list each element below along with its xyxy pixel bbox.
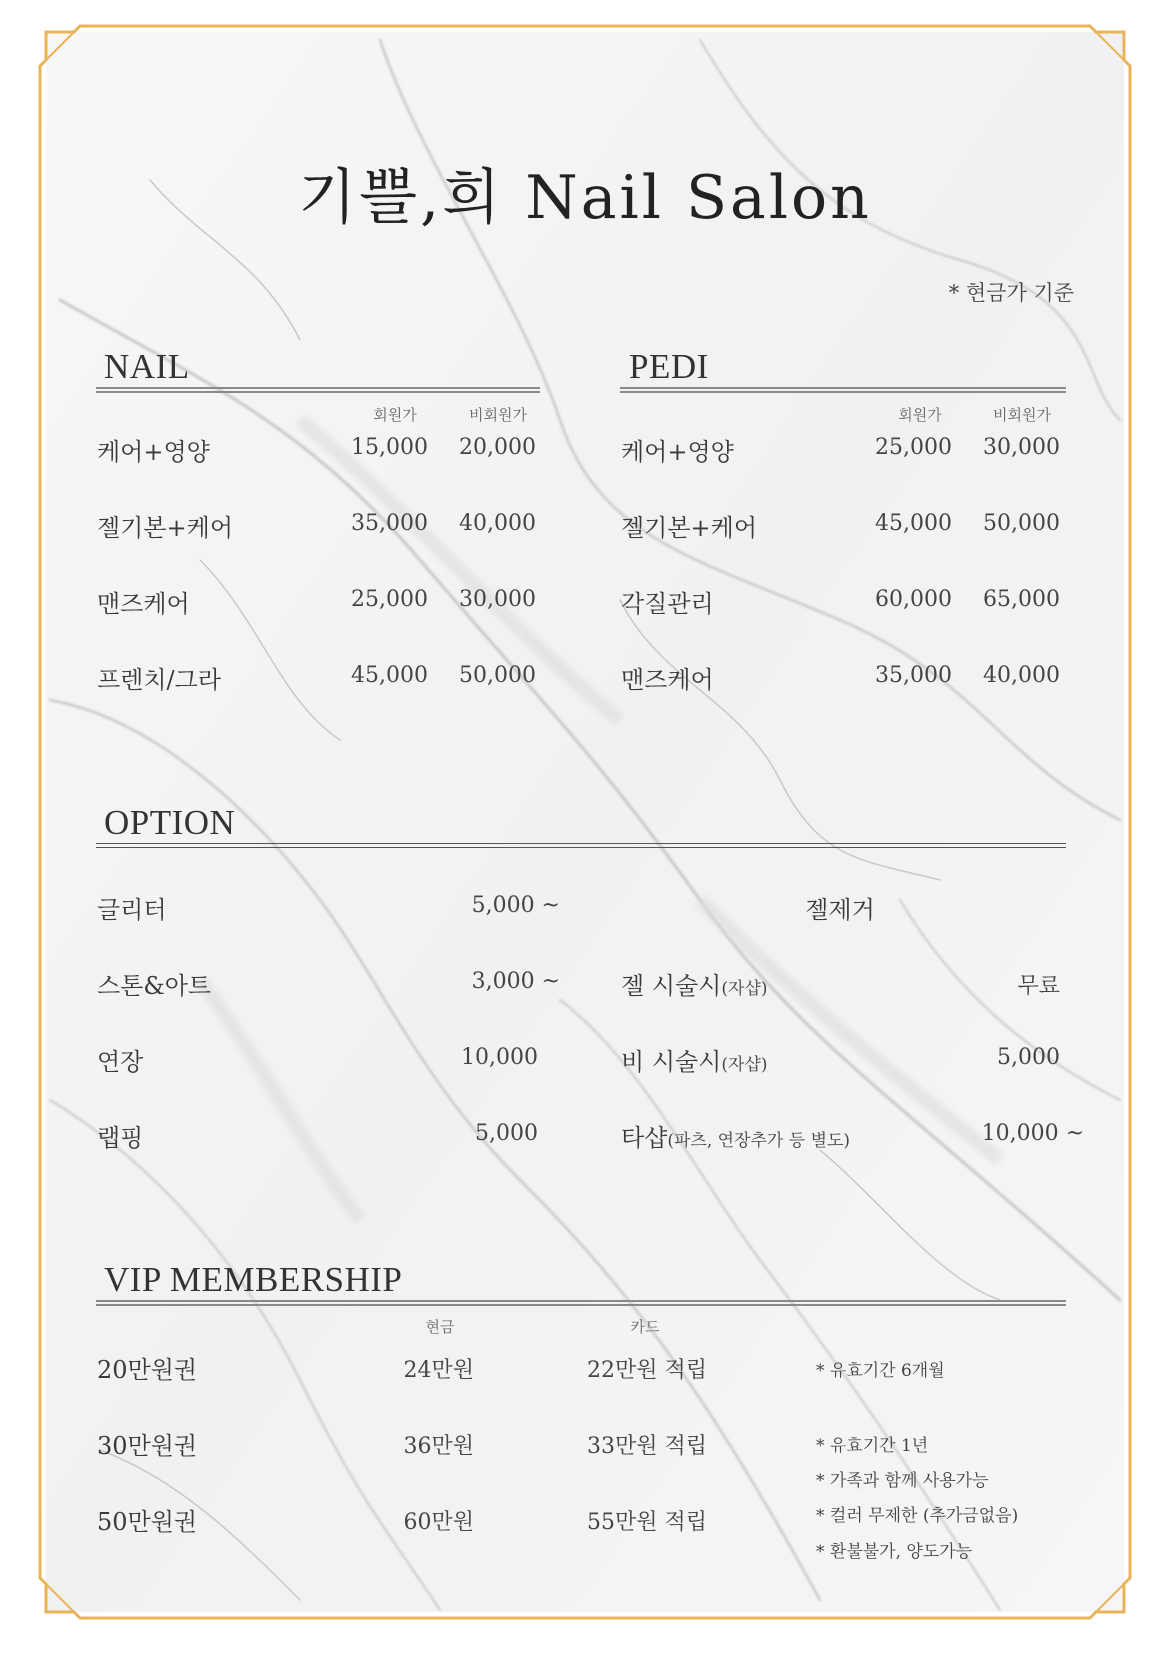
nail-nonmember-header: 비회원가 — [469, 406, 527, 424]
removal-item-price: 5,000 — [997, 1045, 1060, 1070]
vip-heading: VIP MEMBERSHIP — [104, 1260, 403, 1299]
vip-note: * 유효기간 1년 — [816, 1436, 929, 1456]
nail-item-name: 프렌치/그라 — [97, 666, 222, 694]
pedi-item-name: 각질관리 — [621, 590, 714, 618]
option-item-price: 10,000 — [461, 1045, 538, 1070]
option-item-price: 5,000 — [475, 1121, 538, 1146]
removal-item — [621, 966, 767, 1001]
vip-item-name: 20만원권 — [97, 1356, 198, 1384]
nail-item-name: 젤기본+케어 — [97, 514, 234, 542]
removal-item-name: 젤 시술시 — [621, 972, 722, 1000]
nail-item-member-price: 35,000 — [351, 511, 428, 536]
vip-note: * 가족과 함께 사용가능 — [816, 1471, 989, 1491]
removal-item-sub: (파츠, 연장추가 등 별도) — [667, 1131, 851, 1151]
nail-divider — [96, 387, 540, 393]
nail-item-member-price: 45,000 — [351, 663, 428, 688]
removal-item — [621, 1042, 767, 1077]
pedi-item-member-price: 25,000 — [875, 435, 952, 460]
pedi-item-member-price: 35,000 — [875, 663, 952, 688]
pedi-item-nonmember-price: 50,000 — [983, 511, 1060, 536]
pedi-item-nonmember-price: 30,000 — [983, 435, 1060, 460]
vip-item-card: 22만원 적립 — [587, 1358, 707, 1383]
nail-item-nonmember-price: 30,000 — [459, 587, 536, 612]
vip-cash-header: 현금 — [425, 1318, 455, 1336]
option-heading: OPTION — [104, 803, 236, 842]
option-item-name: 랩핑 — [97, 1124, 144, 1152]
option-item-name: 스톤&아트 — [97, 972, 212, 1000]
vip-item-card: 33만원 적립 — [587, 1434, 707, 1459]
nail-item-nonmember-price: 20,000 — [459, 435, 536, 460]
pedi-item-member-price: 45,000 — [875, 511, 952, 536]
nail-member-header: 회원가 — [373, 406, 417, 424]
nail-item-nonmember-price: 50,000 — [459, 663, 536, 688]
nail-heading: NAIL — [104, 347, 190, 386]
nail-item-name: 맨즈케어 — [97, 590, 190, 618]
pedi-nonmember-header: 비회원가 — [993, 406, 1051, 424]
option-item-price: 5,000 ~ — [471, 893, 560, 918]
cash-price-note: * 현금가 기준 — [948, 281, 1074, 305]
removal-item-name: 타샵 — [621, 1124, 668, 1152]
vip-item-name: 50만원권 — [97, 1508, 198, 1536]
nail-item-nonmember-price: 40,000 — [459, 511, 536, 536]
pedi-item-name: 젤기본+케어 — [621, 514, 758, 542]
page-title: 기쁠,희 Nail Salon — [298, 163, 872, 233]
pedi-member-header: 회원가 — [898, 406, 942, 424]
pedi-item-nonmember-price: 65,000 — [983, 587, 1060, 612]
vip-item-card: 55만원 적립 — [587, 1510, 707, 1535]
removal-item-name: 비 시술시 — [621, 1048, 722, 1076]
option-item-price: 3,000 ~ — [471, 969, 560, 994]
removal-item-sub: (자샵) — [721, 979, 768, 999]
pedi-divider — [620, 387, 1066, 393]
removal-item — [621, 1118, 850, 1153]
pedi-heading: PEDI — [629, 347, 709, 386]
vip-card-header: 카드 — [630, 1318, 660, 1336]
pedi-item-name: 맨즈케어 — [621, 666, 714, 694]
removal-item-price: 무료 — [1017, 974, 1060, 999]
vip-item-cash: 24만원 — [403, 1358, 474, 1383]
option-item-name: 글리터 — [97, 896, 167, 924]
pedi-item-name: 케어+영양 — [621, 438, 734, 466]
option-item-name: 연장 — [97, 1048, 144, 1076]
nail-item-member-price: 25,000 — [351, 587, 428, 612]
pedi-item-member-price: 60,000 — [875, 587, 952, 612]
option-divider — [96, 843, 1066, 848]
removal-item-sub: (자샵) — [721, 1055, 768, 1075]
vip-note: * 유효기간 6개월 — [816, 1361, 945, 1381]
vip-note: * 환불불가, 양도가능 — [816, 1542, 973, 1562]
gel-removal-heading: 젤제거 — [805, 896, 875, 924]
vip-item-cash: 36만원 — [403, 1434, 474, 1459]
pedi-item-nonmember-price: 40,000 — [983, 663, 1060, 688]
vip-divider — [96, 1300, 1066, 1306]
vip-note: * 컬러 무제한 (추가금없음) — [816, 1506, 1019, 1526]
nail-item-member-price: 15,000 — [351, 435, 428, 460]
nail-item-name: 케어+영양 — [97, 438, 210, 466]
removal-item-price: 10,000 ~ — [981, 1121, 1084, 1146]
vip-item-cash: 60만원 — [403, 1510, 474, 1535]
vip-item-name: 30만원권 — [97, 1432, 198, 1460]
